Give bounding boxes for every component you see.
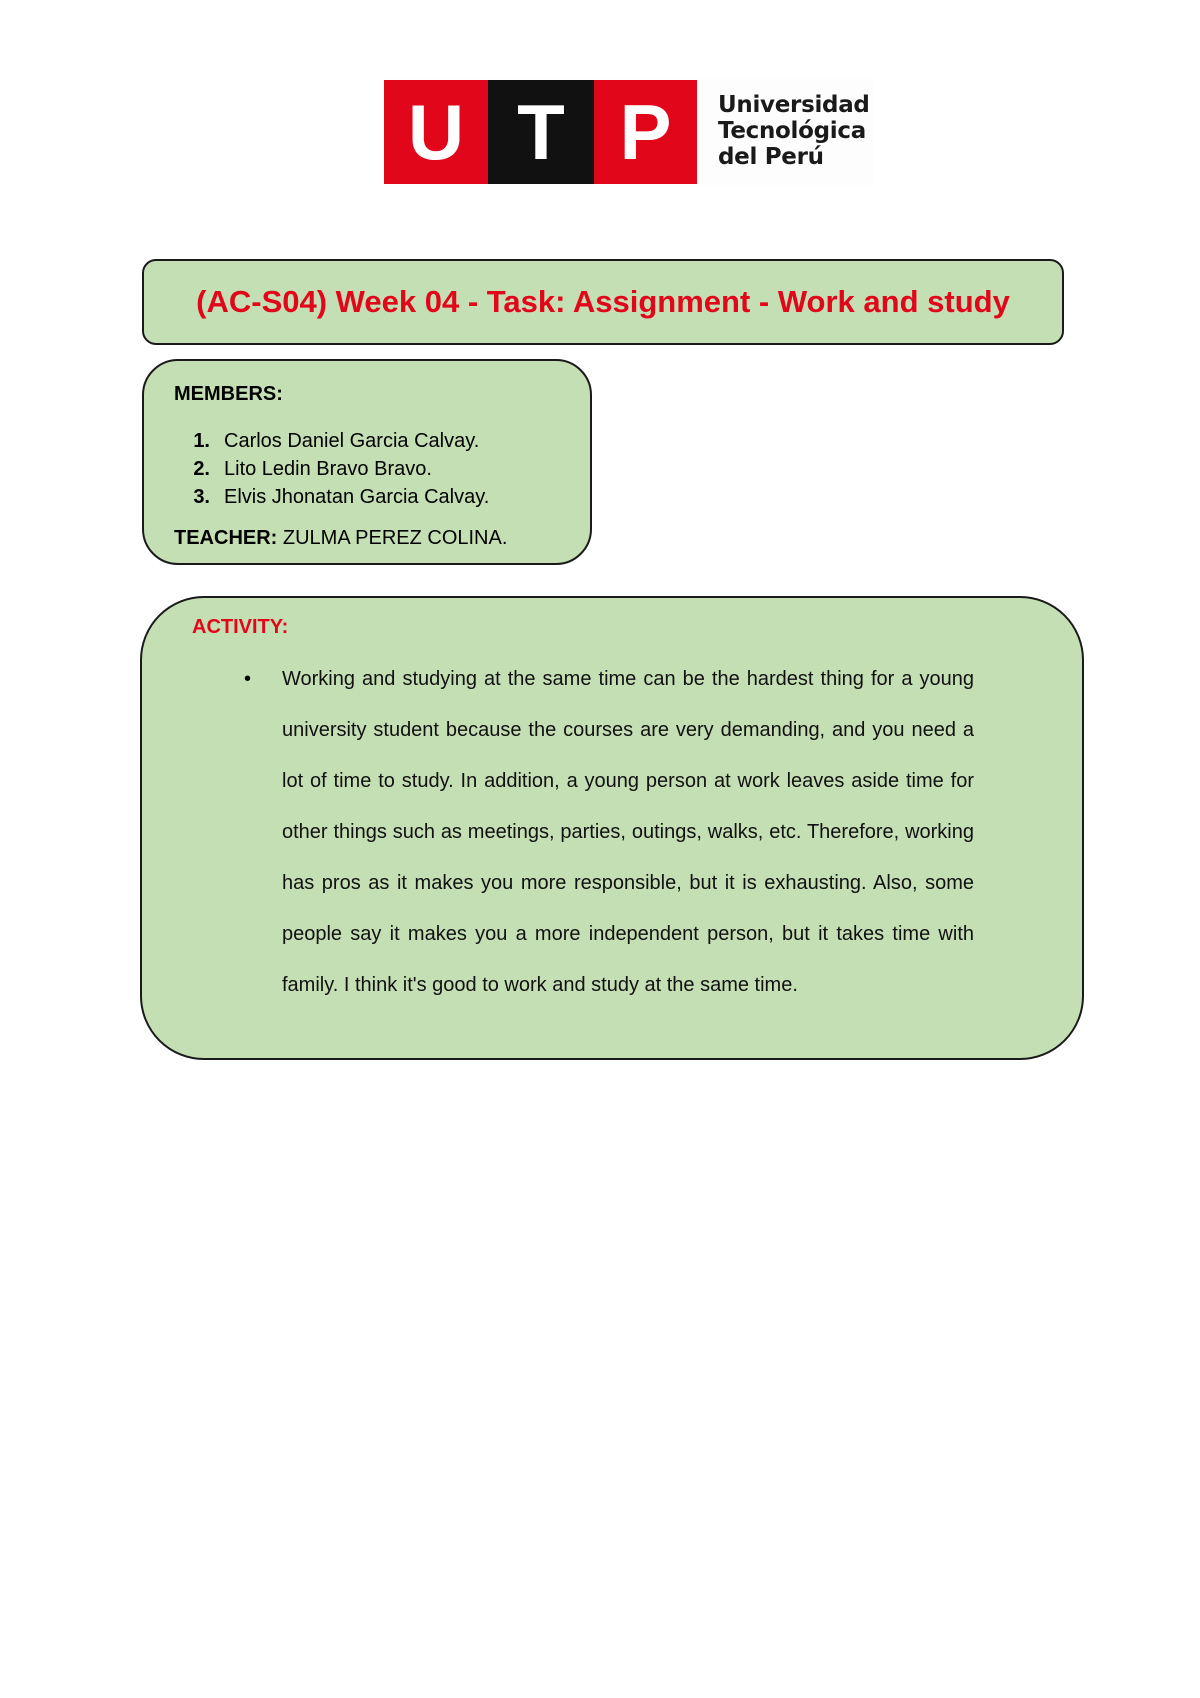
member-name: Elvis Jhonatan Garcia Calvay. <box>224 486 490 508</box>
member-name: Carlos Daniel Garcia Calvay. <box>224 430 480 452</box>
member-number: 2. <box>193 458 210 480</box>
teacher-name: ZULMA PEREZ COLINA. <box>277 527 508 549</box>
page-title: (AC-S04) Week 04 - Task: Assignment - Work and study <box>196 284 1010 319</box>
members-box <box>142 359 592 565</box>
teacher-label: TEACHER: <box>174 527 278 549</box>
member-name: Lito Ledin Bravo Bravo. <box>224 458 432 480</box>
member-number: 1. <box>193 430 210 452</box>
teacher-line <box>174 527 507 550</box>
activity-heading: ACTIVITY: <box>192 616 289 638</box>
title-box <box>142 259 1064 345</box>
logo-letter-u: U <box>384 80 488 184</box>
activity-box <box>140 596 1084 1060</box>
members-list <box>174 427 489 511</box>
member-item <box>174 455 489 483</box>
bullet-icon: • <box>244 668 252 690</box>
member-item <box>174 483 489 511</box>
logo-name-line-1: Universidad <box>718 92 870 118</box>
utp-logo <box>384 78 874 186</box>
logo-name-line-3: del Perú <box>718 144 824 170</box>
activity-paragraph: Working and studying at the same time can be the hardest thing for a young university student because the courses are very demanding, and you need a lot of time to study. In addition, a young person at work leaves aside time for other things such as meetings, parties, outings, walks, etc. Therefore, working has pros as it makes you more responsible, but it is exhausting. Also, some people say it makes you a more independent person, but it takes time with family. I think it's good to work and study at the same time. <box>282 668 974 996</box>
utp-logo-mark <box>384 80 697 184</box>
member-item <box>174 427 489 455</box>
logo-letter-p: P <box>594 80 697 184</box>
logo-letter-t: T <box>488 80 594 184</box>
members-heading: MEMBERS: <box>174 383 283 405</box>
member-number: 3. <box>193 486 210 508</box>
logo-name-line-2: Tecnológica <box>718 118 866 144</box>
logo-university-name <box>718 92 870 170</box>
